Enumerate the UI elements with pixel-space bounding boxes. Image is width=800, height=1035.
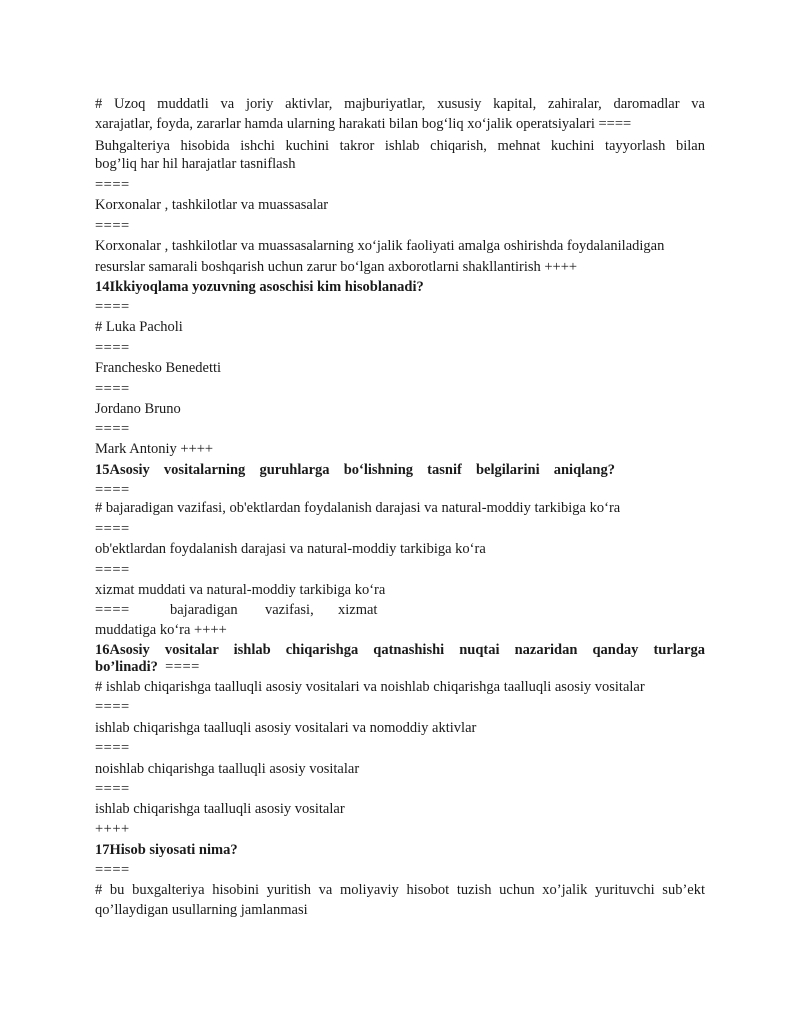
- answer-line: Franchesko Benedetti: [95, 360, 222, 376]
- separator: ====: [95, 562, 130, 578]
- answer-line: # Luka Pacholi: [95, 319, 183, 335]
- question-title-continued: [95, 657, 705, 677]
- answer-line: Mark Antoniy ++++: [95, 441, 214, 457]
- answer-line: xizmat muddati va natural-moddiy tarkibiga ko‘ra: [95, 582, 386, 598]
- answer-line: Buhgalteriya hisobida ishchi kuchini takror ishlab chiqarish, mehnat kuchini tayyorlash bilan: [95, 138, 705, 154]
- word: bajaradigan: [170, 602, 238, 618]
- answer-line: # ishlab chiqarishga taalluqli asosiy vositalari va noishlab chiqarishga taalluqli asosiy vositalar: [95, 679, 645, 695]
- answer-line: ishlab chiqarishga taalluqli asosiy vositalari va nomoddiy aktivlar: [95, 720, 477, 736]
- separator: ====: [165, 659, 200, 675]
- separator: ====: [95, 218, 130, 234]
- separator: ====: [95, 521, 130, 537]
- answer-line: bog’liq har hil harajatlar tasniflash: [95, 156, 296, 172]
- answer-line: Jordano Bruno: [95, 401, 181, 417]
- answer-line: # bajaradigan vazifasi, ob'ektlardan foydalanish darajasi va natural-moddiy tarkibiga ko‘ra: [95, 500, 621, 516]
- answer-line: xarajatlar, foyda, zararlar hamda ularning harakati bilan bog‘liq xo‘jalik operatsiyalari ====: [95, 116, 632, 132]
- separator: ====: [95, 340, 130, 356]
- separator: ====: [95, 602, 130, 618]
- answer-line: ishlab chiqarishga taalluqli asosiy vositalar: [95, 801, 345, 817]
- answer-line: # Uzoq muddatli va joriy aktivlar, majburiyatlar, xususiy kapital, zahiralar, daromadlar va: [95, 96, 705, 112]
- separator: ====: [95, 482, 130, 498]
- question-title: 14Ikkiyoqlama yozuvning asoschisi kim hisoblanadi?: [95, 279, 424, 295]
- question-title: 15Asosiy vositalarning guruhlarga bo‘lishning tasnif belgilarini aniqlang?: [95, 462, 615, 478]
- answer-line: Korxonalar , tashkilotlar va muassasalarning xo‘jalik faoliyati amalga oshirishda foydalaniladigan: [95, 238, 665, 254]
- answer-line: qo’llaydigan usullarning jamlanmasi: [95, 902, 308, 918]
- answer-line: muddatiga ko‘ra ++++: [95, 622, 227, 638]
- separator: ++++: [95, 821, 130, 837]
- separator: ====: [95, 699, 130, 715]
- answer-line: resurslar samarali boshqarish uchun zarur bo‘lgan axborotlarni shakllantirish ++++: [95, 259, 578, 275]
- question-title: 17Hisob siyosati nima?: [95, 842, 238, 858]
- answer-line: noishlab chiqarishga taalluqli asosiy vositalar: [95, 761, 360, 777]
- answer-line: ob'ektlardan foydalanish darajasi va natural-moddiy tarkibiga ko‘ra: [95, 541, 486, 557]
- word: vazifasi,: [265, 602, 314, 618]
- question-title-tail: bo’linadi?: [95, 659, 158, 675]
- answer-line: # bu buxgalteriya hisobini yuritish va moliyaviy hisobot tuzish uchun xo’jalik yurituvchi sub’ekt: [95, 882, 705, 898]
- separator: ====: [95, 740, 130, 756]
- separator: ====: [95, 421, 130, 437]
- separator: ====: [95, 299, 130, 315]
- separator: ====: [95, 862, 130, 878]
- answer-line: Korxonalar , tashkilotlar va muassasalar: [95, 197, 329, 213]
- question-title: 16Asosiy vositalar ishlab chiqarishga qatnashishi nuqtai nazaridan qanday turlarga: [95, 642, 705, 658]
- word: xizmat: [338, 602, 378, 618]
- answer-line: [95, 600, 705, 620]
- separator: ====: [95, 381, 130, 397]
- separator: ====: [95, 177, 130, 193]
- separator: ====: [95, 781, 130, 797]
